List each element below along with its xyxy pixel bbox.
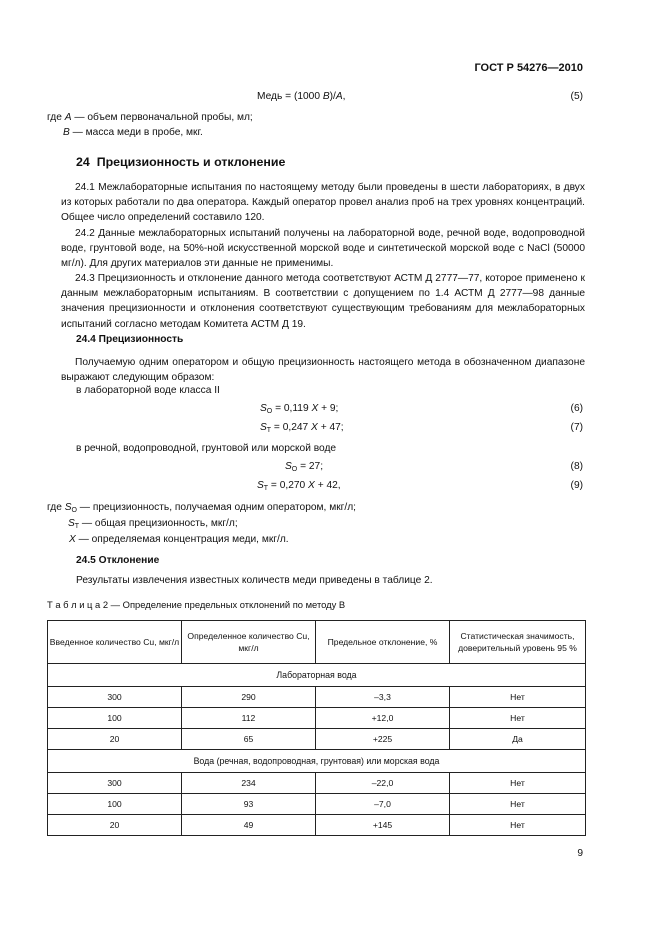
paragraph-24-2: 24.2 Данные межлабораторных испытаний получены на лабораторной воде, речной воде, водопроводной воде, грунтовой воде, на 50%-ной искусственной морской воде и синтетической морской воде с NaCl (50000 мг/л). Для других материалов эти данные не применимы. [61,228,585,270]
group-label-other-water: Вода (речная, водопроводная, грунтовая) или морская вода [48,750,586,773]
other-water-label: в речной, водопроводной, грунтовой или морской воде [76,443,337,454]
page-number: 9 [577,848,583,859]
equation-number-6: (6) [570,403,583,414]
definition-so: где $S_O$ — прецизионность, получаемая одним оператором, мкг/л; [47,502,357,514]
table-cell: 49 [182,815,316,836]
subsection-24-5-heading: 24.5 Отклонение [76,555,160,566]
table-cell: Нет [450,708,586,729]
table-cell: –7,0 [316,794,450,815]
equation-number-9: (9) [570,480,583,491]
table-cell: Нет [450,794,586,815]
table-row [48,687,586,708]
table-cell: 65 [182,729,316,750]
header-cell: Определенное количество Cu, мкг/л [182,621,316,664]
definition-x: X — определяемая концентрация меди, мкг/л. [69,534,289,545]
header-cell: Введенное количество Cu, мкг/л [48,621,182,664]
table-cell: –22,0 [316,773,450,794]
equation-6: $S_O = 0,119$ X + 9; [260,403,339,415]
where-b: B — масса меди в пробе, мкг. [63,127,203,138]
table-row [48,794,586,815]
table-cell: +12,0 [316,708,450,729]
table-cell: 100 [48,794,182,815]
table-caption: Т а б л и ц а 2 — Определение предельных отклонений по методу B [47,599,346,610]
table-cell: 234 [182,773,316,794]
table-cell: 93 [182,794,316,815]
equation-9: $S_T = 0,270$ X + 42, [257,480,341,492]
equation-number-8: (8) [570,461,583,472]
paragraph-24-5: Результаты извлечения известных количеств меди приведены в таблице 2. [76,575,433,586]
subsection-24-4-heading: 24.4 Прецизионность [76,334,184,345]
paragraph-24-4: Получаемую одним оператором и общую прецизионность настоящего метода в обозначенном диапазоне выражают следующим образом: [61,357,585,384]
lab-water-label: в лабораторной воде класса II [76,385,220,396]
table-cell: 300 [48,687,182,708]
equation-number-7: (7) [570,422,583,433]
header-cell: Предельное отклонение, % [316,621,450,664]
group-label-lab-water: Лабораторная вода [48,664,586,687]
table-cell: 20 [48,729,182,750]
table-row [48,708,586,729]
section-heading: 24 Прецизионность и отклонение [76,155,286,169]
table-cell: +225 [316,729,450,750]
definition-st: $S_T$ — общая прецизионность, мкг/л; [68,518,238,530]
equation-number-5: (5) [570,91,583,102]
table-row [48,815,586,836]
equation-8: $S_O = 27$; [285,461,324,473]
table-row [48,729,586,750]
table-cell: Нет [450,687,586,708]
paragraph-24-1: 24.1 Межлабораторные испытания по настоящему методу были проведены в шести лабораториях, в двух из которых работали по два оператора. Каждый оператор провел анализ проб на трех уровнях концентраций. Общее число определений составило 120. [61,182,585,224]
table-cell: 20 [48,815,182,836]
where-a: где A — объем первоначальной пробы, мл; [47,112,253,123]
table-cell: 300 [48,773,182,794]
formula-copper: Медь = (1000 B)/A, [257,91,346,102]
table-group-row [48,750,586,773]
deviation-table [47,620,586,836]
table-cell: –3,3 [316,687,450,708]
table-cell: +145 [316,815,450,836]
table-cell: 100 [48,708,182,729]
table-cell: Нет [450,773,586,794]
header-cell: Статистическая значимость, доверительный уровень 95 % [450,621,586,664]
table-cell: Да [450,729,586,750]
table-group-row [48,664,586,687]
table-row [48,773,586,794]
table-cell: 112 [182,708,316,729]
standard-code: ГОСТ Р 54276—2010 [474,62,583,74]
table-cell: 290 [182,687,316,708]
table-cell: Нет [450,815,586,836]
equation-7: $S_T = 0,247$ X + 47; [260,422,344,434]
paragraph-24-3: 24.3 Прецизионность и отклонение данного метода соответствуют АСТМ Д 2777—77, которое применено к данным межлабораторным испытаниям. В соответствии с допущением по 1.4 АСТМ Д 2777—98 данные значения прецизионности и отклонения соответствуют существующим требованиям для межлабораторных испытаний согласно методам Комитета АСТМ Д 19. [61,273,585,330]
table-header-row [48,621,586,664]
